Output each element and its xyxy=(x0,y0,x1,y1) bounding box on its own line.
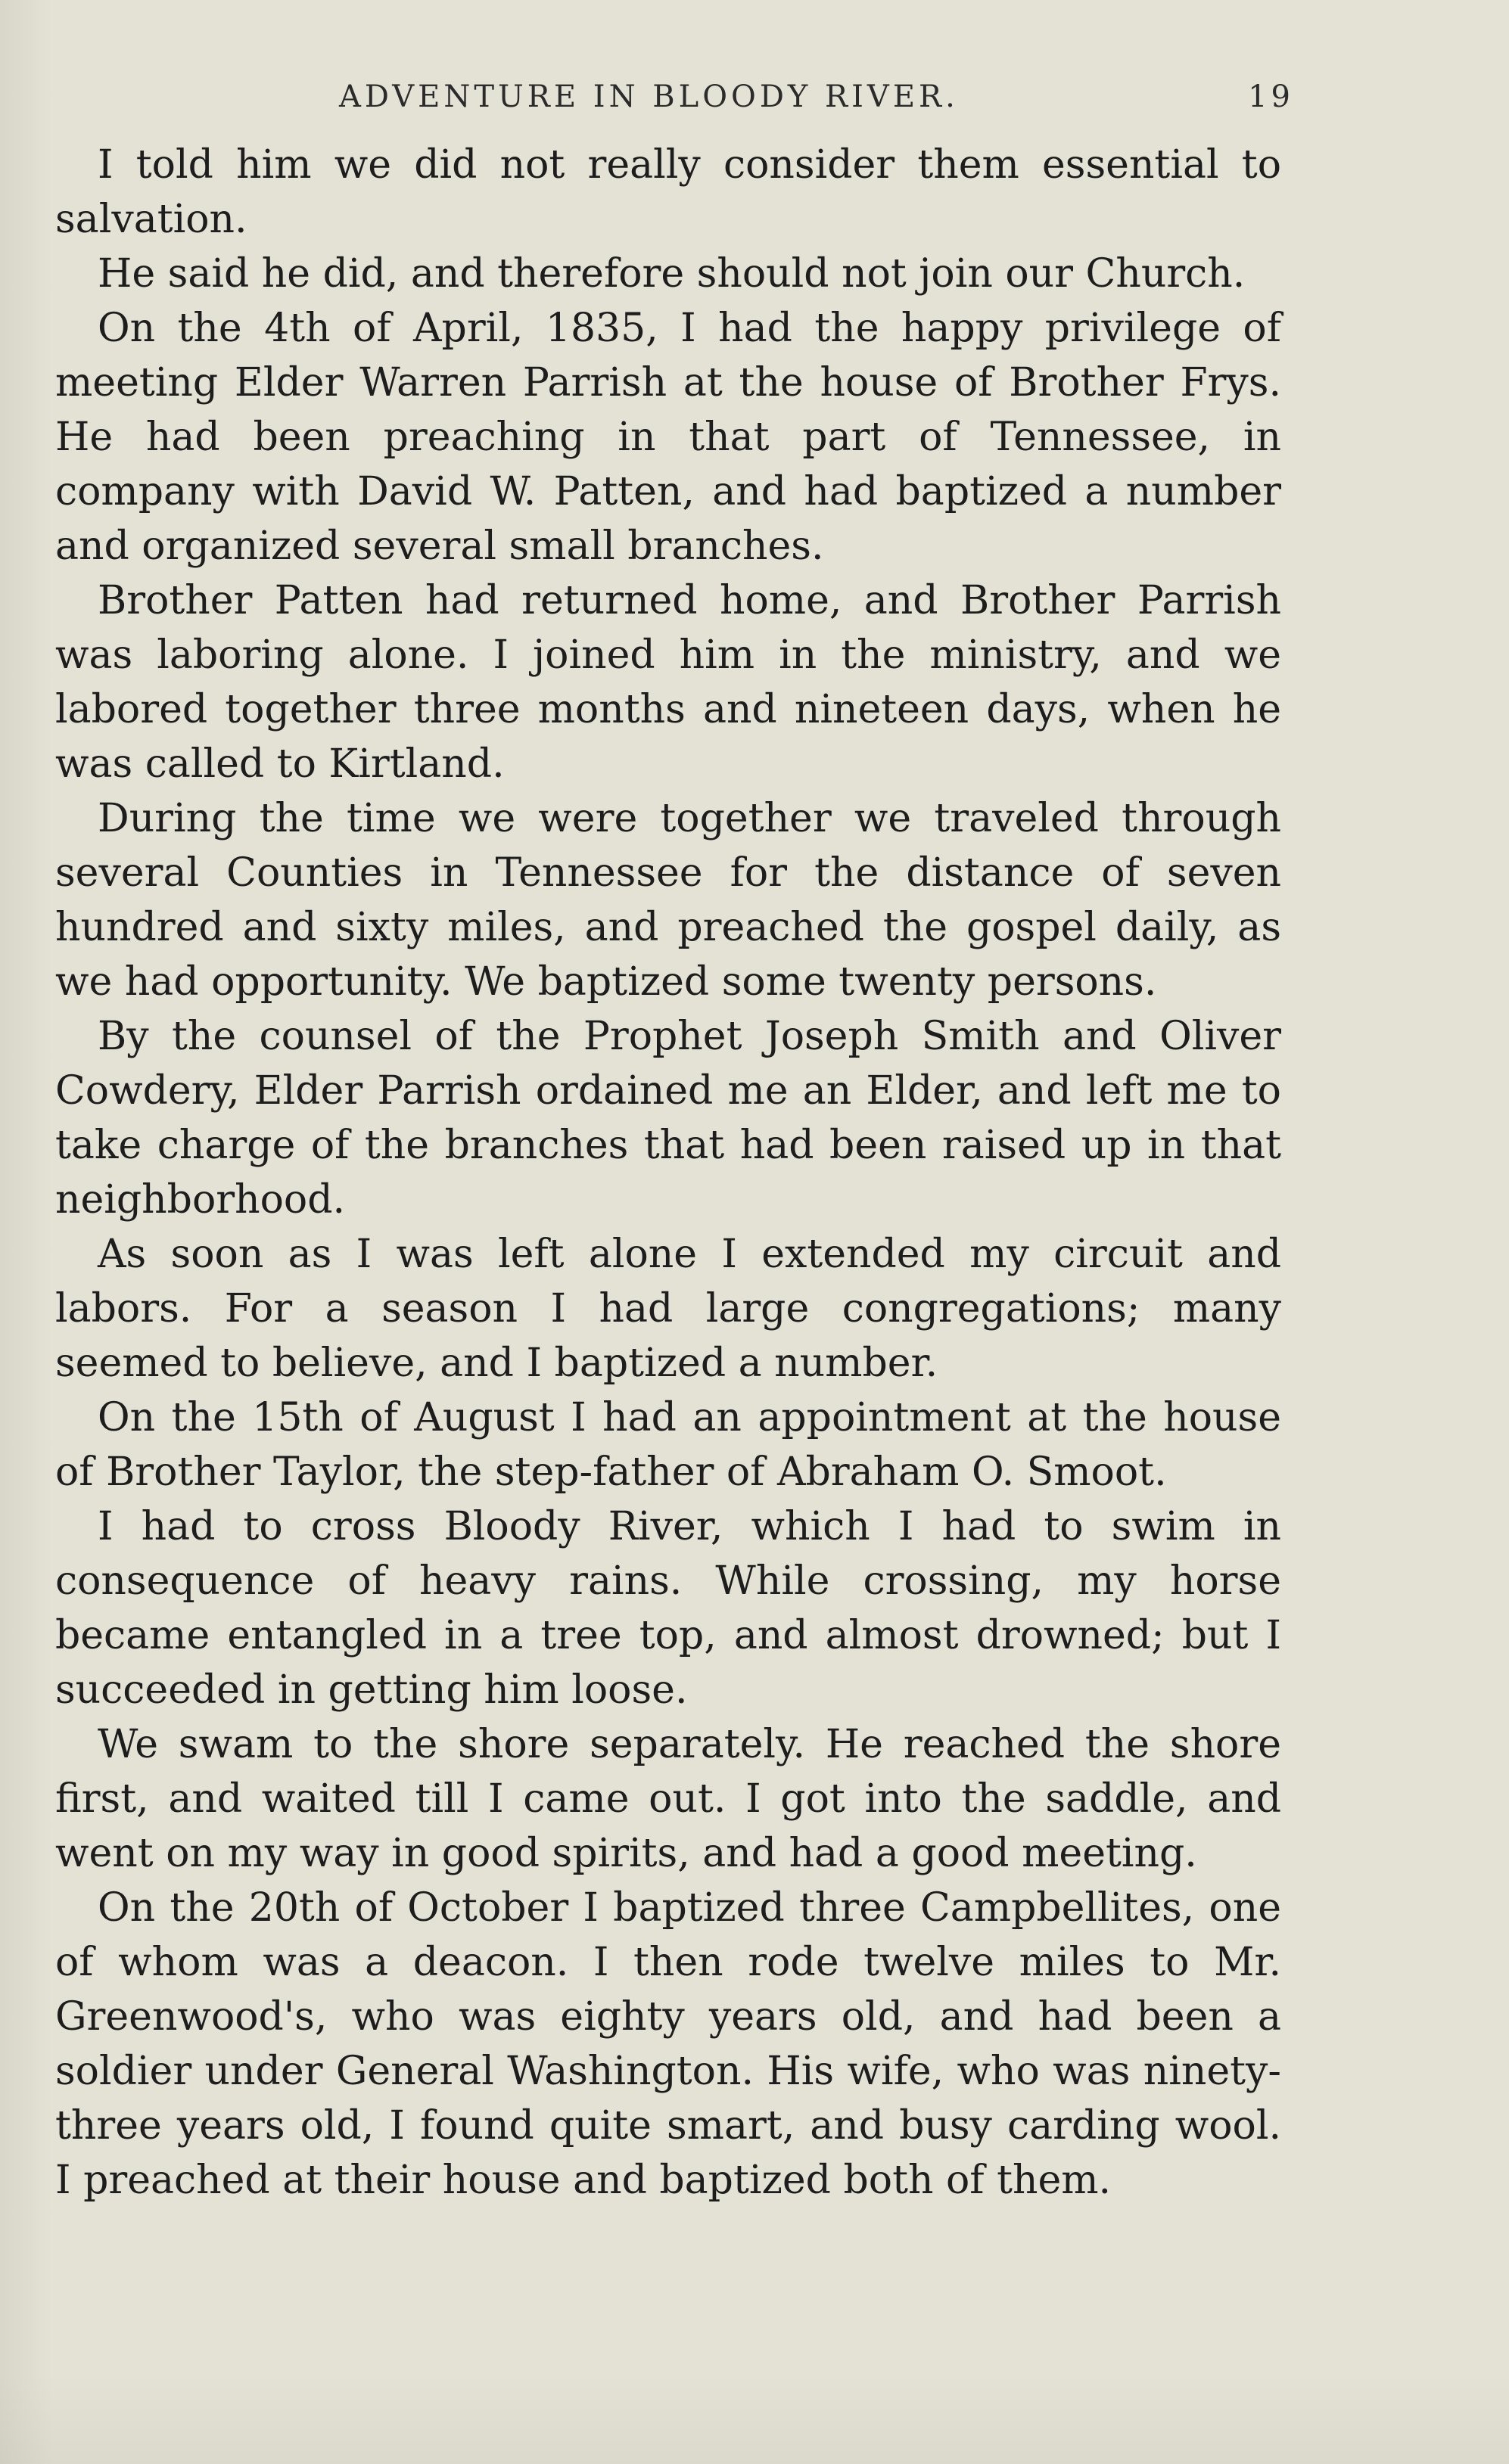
paragraph: He said he did, and therefore should not join our Church. xyxy=(98,251,1246,297)
paragraph: On the 20th of October I baptized three Campbellites, one of whom was a deacon. I then rode twelve miles to Mr. Greenwood's, who was eighty years old, and had been a soldier under General Washington. His wife, who was ninety-three years old, I found quite smart, and busy carding wool. I preached at their house and baptized both of them. xyxy=(55,1885,1281,2203)
running-title: ADVENTURE IN BLOODY RIVER. xyxy=(339,79,959,114)
paragraph: As soon as I was left alone I extended my circuit and labors. For a season I had large congregations; many seemed to believe, and I baptized a number. xyxy=(55,1232,1281,1386)
paragraph: We swam to the shore separately. He reached the shore first, and waited till I came out. I got into the saddle, and went on my way in good spirits, and had a good meeting. xyxy=(55,1722,1281,1876)
paragraph: Brother Patten had returned home, and Brother Parrish was laboring alone. I joined him in the ministry, and we labored together three months and nineteen days, when he was called to Kirtland. xyxy=(55,578,1281,787)
paragraph: I told him we did not really consider them essential to salvation. xyxy=(55,142,1281,242)
paragraph: During the time we were together we traveled through several Counties in Tennessee for the distance of seven hundred and sixty miles, and preached the gospel daily, as we had opportunity. We baptized some twenty persons. xyxy=(55,796,1281,1005)
body-text xyxy=(55,138,1281,2208)
paragraph: By the counsel of the Prophet Joseph Smith and Oliver Cowdery, Elder Parrish ordained me an Elder, and left me to take charge of the branches that had been raised up in that neighborhood. xyxy=(55,1014,1281,1223)
paragraph: I had to cross Bloody River, which I had to swim in consequence of heavy rains. While crossing, my horse became entangled in a tree top, and almost drowned; but I succeeded in getting him loose. xyxy=(55,1504,1281,1713)
paragraph: On the 15th of August I had an appointment at the house of Brother Taylor, the step-father of Abraham O. Smoot. xyxy=(55,1395,1281,1495)
paragraph: On the 4th of April, 1835, I had the happy privilege of meeting Elder Warren Parrish at the house of Brother Frys. He had been preaching in that part of Tennessee, in company with David W. Patten, and had baptized a number and organized several small branches. xyxy=(55,306,1281,569)
page-number: 19 xyxy=(1248,79,1294,114)
page-header xyxy=(339,79,1294,125)
